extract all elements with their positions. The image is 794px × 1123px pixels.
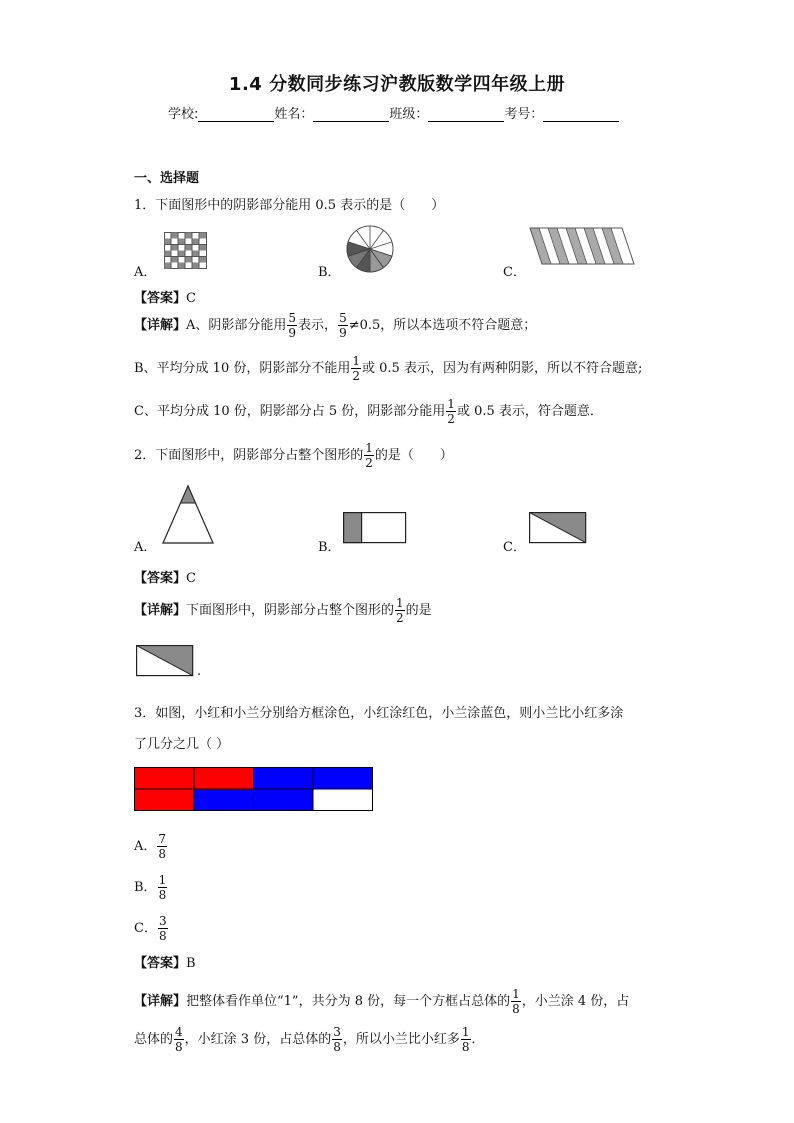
id-label: 考号：	[504, 107, 544, 122]
q1-pie-figure	[346, 225, 394, 273]
q2-answer	[134, 567, 196, 586]
fraction-1-2: $\frac{1}{2}$	[396, 596, 404, 625]
stem-text: 2．下面图形中，阴影部分占整个图形的	[134, 448, 364, 463]
detail-text: ≠0.5，所以本选项不符合题意；	[348, 318, 537, 333]
q2-detail	[134, 597, 432, 624]
fraction-1-8: $\frac{1}{8}$	[158, 873, 167, 902]
q3-stem-line2: 了几分之几（ ）	[134, 737, 230, 752]
student-info-line	[168, 103, 619, 122]
detail-text: 下面图形中，阴影部分占整个图形的	[186, 603, 395, 618]
fraction-1-8: $\frac{1}{8}$	[512, 987, 520, 1016]
q2-option-a-label: A．	[134, 540, 157, 555]
detail-text: ，小兰涂 4 份，占	[521, 994, 630, 1009]
q1-detail-line2	[134, 355, 642, 382]
detail-tag: 【详解】	[134, 318, 187, 333]
grid-cell-red	[194, 768, 254, 790]
fraction-3-8: $\frac{3}{8}$	[333, 1025, 341, 1054]
fraction-7-8: $\frac{7}{8}$	[158, 832, 167, 861]
detail-text: 把整体看作单位“1”，共分为 8 份，每一个方框占总体的	[186, 994, 511, 1009]
grid-cell-red	[135, 768, 195, 790]
class-blank[interactable]	[428, 107, 504, 122]
q1-option-b-label: B．	[318, 265, 341, 280]
detail-text: A、阴影部分能用	[186, 318, 287, 333]
detail-text: ，所以小兰比小红多	[342, 1032, 460, 1047]
option-label: B．	[134, 880, 157, 895]
option-label: A．	[134, 839, 157, 854]
answer-tag: 【答案】	[134, 956, 187, 971]
q1-checker-figure	[164, 232, 208, 270]
fraction-4-8: $\frac{4}{8}$	[175, 1025, 183, 1054]
detail-text: 总体的	[134, 1032, 174, 1047]
q3-option-c	[134, 915, 169, 942]
fraction-5-9: $\frac{5}{9}$	[339, 311, 347, 340]
detail-text: C、平均分成 10 份，阴影部分占 5 份，阴影部分能用	[134, 404, 446, 419]
q2-answer-figure	[136, 645, 194, 677]
q1-option-a-label: A．	[134, 265, 157, 280]
q2-rectangle-figure	[343, 512, 407, 544]
answer-value: C	[186, 291, 196, 306]
q2-triangle-figure	[162, 485, 214, 545]
fraction-3-8: $\frac{3}{8}$	[158, 914, 167, 943]
q3-option-b	[134, 874, 168, 901]
grid-cell-blue	[254, 768, 314, 790]
id-blank[interactable]	[543, 107, 619, 122]
grid-cell-blue	[194, 789, 254, 811]
q3-option-a	[134, 833, 168, 860]
answer-value: C	[186, 571, 196, 586]
answer-tag: 【答案】	[134, 291, 187, 306]
school-label: 学校:	[168, 107, 199, 122]
detail-text: 或 0.5 表示，因为有两种阴影，所以不符合题意;	[362, 361, 643, 376]
q1-option-c-label: C．	[503, 265, 526, 280]
detail-text: ．	[471, 1032, 485, 1047]
q2-option-c-label: C．	[503, 540, 526, 555]
q2-diagonal-rect-figure	[529, 512, 587, 544]
answer-value: B	[186, 956, 196, 971]
section-heading: 一、选择题	[134, 171, 200, 186]
fraction-1-2: $\frac{1}{2}$	[447, 397, 455, 426]
grid-cell-blue	[313, 768, 373, 790]
grid-cell-white	[313, 789, 373, 811]
school-blank[interactable]	[198, 107, 274, 122]
stem-text: 的是（ ）	[374, 448, 453, 463]
name-label: 姓名：	[274, 107, 314, 122]
answer-tag: 【答案】	[134, 571, 187, 586]
detail-tag: 【详解】	[134, 603, 187, 618]
fraction-1-8: $\frac{1}{8}$	[461, 1025, 470, 1054]
page-title: 1.4 分数同步练习沪教版数学四年级上册	[228, 74, 566, 95]
detail-text: B、平均分成 10 份，阴影部分不能用	[134, 361, 351, 376]
fraction-1-2: $\frac{1}{2}$	[365, 441, 373, 470]
q3-detail-line1	[134, 988, 629, 1015]
detail-text: 表示，	[298, 318, 338, 333]
detail-text: 的是	[405, 603, 432, 618]
detail-text: 或 0.5 表示，符合题意．	[456, 404, 603, 419]
detail-tag: 【详解】	[134, 994, 187, 1009]
q3-detail-line2	[134, 1026, 485, 1053]
fraction-1-2: $\frac{1}{2}$	[352, 354, 361, 383]
q1-parallelogram-figure	[530, 227, 634, 265]
q1-stem: 1．下面图形中的阴影部分能用 0.5 表示的是（ ）	[134, 198, 445, 213]
q1-answer	[134, 287, 196, 306]
option-label: C．	[134, 921, 157, 936]
q3-answer	[134, 952, 196, 971]
q2-option-b-label: B．	[318, 540, 341, 555]
q3-color-grid	[134, 767, 374, 811]
q1-detail-line1	[134, 312, 536, 339]
q2-stem	[134, 442, 453, 469]
class-label: 班级：	[389, 107, 429, 122]
period: .	[197, 664, 202, 679]
q1-detail-line3	[134, 398, 603, 425]
q3-stem-line1: 3．如图，小红和小兰分别给方框涂色，小红涂红色，小兰涂蓝色，则小兰比小红多涂	[134, 706, 624, 721]
fraction-5-9: $\frac{5}{9}$	[288, 311, 297, 340]
detail-text: ，小红涂 3 份，占总体的	[184, 1032, 332, 1047]
grid-cell-red	[135, 789, 195, 811]
name-blank[interactable]	[313, 107, 389, 122]
grid-cell-blue	[254, 789, 314, 811]
